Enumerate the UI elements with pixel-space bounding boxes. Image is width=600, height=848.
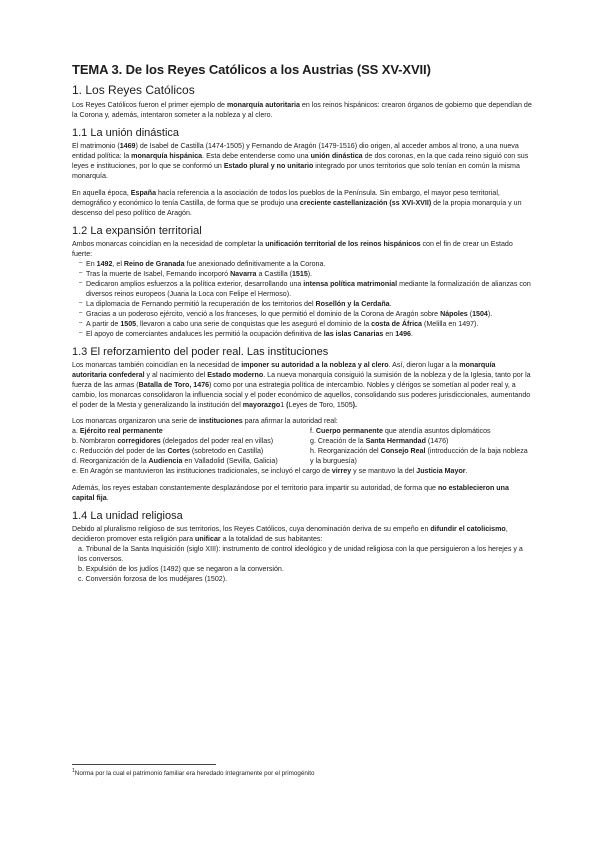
list-item <box>80 299 532 309</box>
text-run: y al nacimiento del <box>144 371 208 379</box>
text-run: 1515 <box>291 270 308 278</box>
text-run: (sobretodo en Castilla) <box>189 447 264 455</box>
list-item <box>80 309 532 319</box>
text-run: con el fin de crear un Estado fuerte: <box>72 240 513 258</box>
text-run: ) como por una estrategia política de intercambio. Nobles y clérigos se sometían al poder real y, a cambio, los monarcas consolidaron la influencia social y el poder económico de aquellos, consolidando sus poderes jurisdiccionales, aumentando el poder de la Mesta y generalizando la institución del <box>72 381 531 409</box>
text-run: unión dinástica <box>310 152 363 160</box>
paragraph <box>72 188 532 218</box>
text-run: , llevaron a cabo una serie de conquistas que les aseguró el dominio de la <box>136 320 372 328</box>
institutions-right <box>310 426 532 466</box>
text-run: c. Reducción del poder de las <box>72 447 168 455</box>
list-item <box>72 426 294 436</box>
text-run: El apoyo de comerciantes andaluces les permitió la ocupación definitiva de <box>86 330 324 338</box>
text-run: de la propia monarquía y un descenso del peso político de Aragón. <box>72 199 522 217</box>
text-run: . <box>410 330 413 338</box>
text-run: ). <box>487 310 493 318</box>
list-item <box>80 269 532 279</box>
text-run: mayorazgo <box>242 401 281 409</box>
text-run: para afirmar la autoridad real: <box>242 417 338 425</box>
text-run: instituciones <box>198 417 243 425</box>
text-run: b. Nombraron <box>72 437 118 445</box>
text-run: . La nueva monarquía consiguió la sumisión de la nobleza y de la Iglesia, tanto por la fuerza de las armas ( <box>72 371 531 389</box>
subsection-heading: 1.1 La unión dinástica <box>72 127 180 139</box>
paragraph <box>72 360 532 410</box>
text-run: ). <box>307 270 313 278</box>
text-run: h. Reorganización del <box>310 447 381 455</box>
list-item <box>72 456 294 466</box>
list-item <box>80 319 532 329</box>
text-run: a la totalidad de sus habitantes: <box>220 535 323 543</box>
text-run: Audiencia <box>148 457 183 465</box>
text-run: 1504 <box>472 310 488 318</box>
list-item <box>310 436 532 446</box>
text-run: mediante la formalización de alianzas con diversos reinos europeos (Juana la Loca con Felipe el Hermoso). <box>86 280 531 298</box>
list-item <box>80 279 532 299</box>
text-run: costa de África <box>371 320 422 328</box>
institutions-columns <box>72 426 532 466</box>
text-run: ) de Isabel de Castilla (1474-1505) y Fernando de Aragón (1479-1516) dio origen, al acceder ambos al trono, a una nueva entidad política: la <box>72 142 519 160</box>
text-run: Ejército real permanente <box>79 427 163 435</box>
text-run: imponer su autoridad a la nobleza y al clero <box>241 361 389 369</box>
text-run: Ambos monarcas coincidían en la necesidad de completar la <box>72 240 266 248</box>
text-run: creciente castellanización (ss XVI-XVII) <box>299 199 432 207</box>
text-run: Rosellón y la Cerdaña <box>315 300 390 308</box>
footnote-divider <box>72 764 216 765</box>
text-run: Los monarcas también coincidían en la necesidad de <box>72 361 242 369</box>
text-run: virrey <box>331 467 352 475</box>
text-run: difundir el catolicismo <box>430 525 506 533</box>
paragraph <box>72 239 532 259</box>
text-run: Además, los reyes estaban constantemente desplazándose por el territorio para impartir su autoridad, de forma que <box>72 484 438 492</box>
text-run: (delegados del poder real en villas) <box>160 437 274 445</box>
list-item <box>310 446 532 466</box>
text-run: Batalla de Toro, 1476 <box>138 381 210 389</box>
text-run: unificación territorial de los reinos hispánicos <box>265 240 421 248</box>
text-run: Tras la muerte de Isabel, Fernando incorporó <box>86 270 231 278</box>
institutions-left <box>72 426 294 466</box>
list-item: b. Expulsión de los judíos (1492) que se negaron a la conversión. <box>78 565 284 573</box>
text-run: Los monarcas organizaron una serie de <box>72 417 199 425</box>
text-run: Estado moderno <box>207 371 264 379</box>
subsection-heading: 1.2 La expansión territorial <box>72 225 202 237</box>
text-run: . <box>389 300 392 308</box>
text-run: , decidieron promover esta religión para <box>72 525 508 543</box>
subsection-heading: 1.3 El reforzamiento del poder real. Las instituciones <box>72 346 329 358</box>
text-run: intensa política matrimonial <box>303 280 398 288</box>
text-run: d. Reorganización de la <box>72 457 149 465</box>
paragraph <box>72 141 532 181</box>
list-item <box>72 446 294 456</box>
subsection-heading: 1.4 La unidad religiosa <box>72 510 183 522</box>
text-run: y se mantuvo la del <box>351 467 417 475</box>
text-run: (1476) <box>425 437 449 445</box>
text-run: que atendía asuntos diplomáticos <box>382 427 491 435</box>
text-run: El matrimonio ( <box>72 142 120 150</box>
paragraph: Los Reyes Católicos fueron el primer ejemplo de monarquía autoritaria en los reinos hispánicos: crearon órganos de gobierno que dependían de la Corona y, además, intentaron someter a la nobleza y al clero. <box>72 101 532 119</box>
text-run: en Valladolid (Sevilla, Galicia) <box>182 457 278 465</box>
text-run: Leyes de Toro, 1505 <box>288 401 353 409</box>
text-run: monarquía autoritaria confederal <box>72 361 496 379</box>
text-run: Cortes <box>167 447 190 455</box>
text-run: Consejo Real <box>380 447 426 455</box>
text-run: g. Creación de la <box>310 437 366 445</box>
text-run: no establecieron una capital fija <box>72 484 509 502</box>
text-run: de dos coronas, en la que cada reino siguió con sus leyes e instituciones, por lo que se conformó un <box>72 152 529 170</box>
text-run: España <box>130 189 157 197</box>
text-run: , el <box>112 260 124 268</box>
text-run: en <box>383 330 396 338</box>
text-run: . <box>465 467 468 475</box>
text-run: integrado por unos territorios que solo tenían en común la misma monarquía. <box>72 162 520 180</box>
text-run: a Castilla ( <box>256 270 292 278</box>
text-run: corregidores <box>117 437 161 445</box>
text-run: 1496 <box>395 330 411 338</box>
text-run: En <box>86 260 97 268</box>
text-run: hacía referencia a la asociación de todos los pueblos de la Península. Sin embargo, el mayor peso territorial, demográfico y económico lo tenía Castilla, de forma que se produjo una <box>72 189 500 207</box>
text-run: Estado plural y no unitario <box>223 162 314 170</box>
text-run: Gracias a un poderoso ejército, venció a los franceses, lo que permitió el dominio de la Corona de Aragón sobre <box>86 310 441 318</box>
text-run: (introducción de la baja nobleza y la burguesía) <box>310 447 528 465</box>
text-run: Dedicaron amplios esfuerzos a la política exterior, desarrollando una <box>86 280 304 288</box>
text-run: e. En Aragón se mantuvieron las instituciones tradicionales, se incluyó el cargo de <box>72 467 332 475</box>
text-run: . Así, dieron lugar a la <box>388 361 460 369</box>
text-run: Reino de Granada <box>123 260 185 268</box>
text-run: unificar <box>195 535 221 543</box>
text-run: las islas Canarias <box>323 330 384 338</box>
section-heading: 1. Los Reyes Católicos <box>72 83 195 97</box>
paragraph <box>72 524 532 544</box>
dash-list <box>72 259 532 339</box>
text-run: . <box>106 494 109 502</box>
text-run: Debido al pluralismo religioso de sus territorios, los Reyes Católicos, cuya denominación deriva de su empeño en <box>72 525 431 533</box>
text-run: fue anexionado definitivamente a la Corona. <box>184 260 326 268</box>
text-run: ( <box>284 401 289 409</box>
list-item <box>80 259 532 269</box>
list-item <box>72 466 532 476</box>
religion-list <box>72 544 532 584</box>
list-item: c. Conversión forzosa de los mudéjares (1502). <box>78 575 228 583</box>
paragraph <box>72 416 532 426</box>
list-item <box>310 426 532 436</box>
text-run: La diplomacia de Fernando permitió la recuperación de los territorios del <box>86 300 316 308</box>
text-run: Nápoles <box>440 310 468 318</box>
paragraph <box>72 483 532 503</box>
list-item <box>80 329 532 339</box>
text-run: Cuerpo permanente <box>315 427 383 435</box>
text-run: (Melilla en 1497). <box>422 320 479 328</box>
text-run: 1469 <box>119 142 136 150</box>
list-item <box>72 436 294 446</box>
text-run: 1 <box>280 401 285 409</box>
text-run: 1505 <box>120 320 137 328</box>
text-run: ). <box>352 401 357 409</box>
text-run: ( <box>467 310 473 318</box>
footnote: $^1$Norma por la cual el patrimonio familiar era heredado íntegramente por el primogénito <box>72 768 315 778</box>
list-item: a. Tribunal de la Santa Inquisición (siglo XIII): instrumento de control ideológico y de unidad religiosa con la que persiguieron a los herejes y a los conversos. <box>78 545 523 563</box>
text-run: A partir de <box>86 320 121 328</box>
text-run: . Esta debe entenderse como una <box>202 152 311 160</box>
text-run: monarquía hispánica <box>131 152 203 160</box>
document-page <box>72 62 532 584</box>
text-run: 1492 <box>96 260 113 268</box>
text-run: Navarra <box>230 270 257 278</box>
text-run: En aquella época, <box>72 189 131 197</box>
text-run: f. <box>310 427 316 435</box>
text-run: Justicia Mayor <box>416 467 466 475</box>
text-run: Santa Hermandad <box>365 437 426 445</box>
page-title: TEMA 3. De los Reyes Católicos a los Austrias (SS XV-XVII) <box>72 62 431 77</box>
text-run: a. <box>72 427 80 435</box>
